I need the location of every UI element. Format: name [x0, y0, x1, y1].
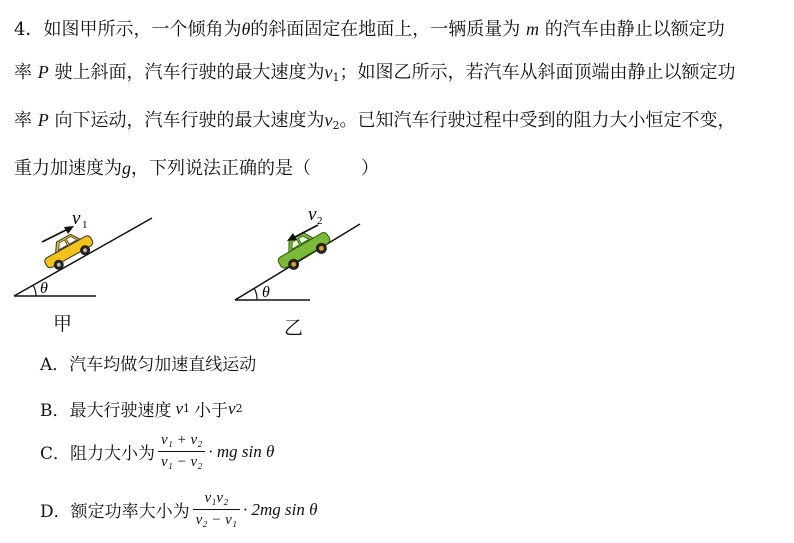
v1-symbol: v — [324, 62, 333, 82]
caption-left: 甲 — [53, 313, 73, 335]
stem-text: 。已知汽车行驶过程中受到的阻力大小恒定不变， — [339, 110, 736, 131]
option-b[interactable] — [40, 396, 243, 421]
figure-right — [235, 204, 360, 301]
v2-subscript: 2 — [332, 119, 340, 132]
question-number: 4． — [14, 19, 44, 40]
angle-label: θ — [262, 284, 270, 301]
stem-text: 的斜面固定在地面上，一辆质量为 — [250, 19, 521, 40]
formula-tail: · mg sin θ — [208, 441, 275, 461]
fraction-denominator: v₂ − v₁ — [193, 509, 240, 529]
figure-left — [14, 208, 152, 297]
car-green-icon — [272, 222, 335, 275]
angle-arc — [254, 288, 257, 300]
stem-text: 重力加速度为 — [14, 158, 122, 179]
angle-label: θ — [40, 280, 48, 297]
question-line-3 — [14, 99, 784, 147]
option-text: 阻力大小为 — [70, 444, 156, 464]
stem-text: 率 — [14, 110, 32, 131]
velocity-subscript: 2 — [317, 215, 323, 227]
v1-subscript: 1 — [183, 402, 191, 415]
stem-text: 的汽车由静止以额定功 — [544, 19, 725, 40]
option-label: A． — [40, 355, 70, 375]
option-label: C． — [40, 444, 71, 464]
fraction-numerator: v₁v₂ — [204, 490, 229, 506]
v1-subscript: 1 — [332, 71, 340, 84]
option-d[interactable] — [40, 490, 317, 529]
stem-text: 率 — [14, 62, 32, 83]
mass-symbol: m — [526, 19, 540, 39]
figures — [0, 196, 794, 346]
question-line-4 — [14, 147, 784, 190]
v2-symbol: v — [324, 110, 333, 130]
stem-text: 如图甲所示，一个倾角为 — [43, 19, 242, 40]
question-line-1 — [14, 8, 784, 51]
stem-text: 驶上斜面，汽车行驶的最大速度为 — [54, 62, 325, 83]
stem-text: 向下运动，汽车行驶的最大速度为 — [54, 110, 325, 131]
caption-right: 乙 — [284, 317, 304, 339]
velocity-label: v — [308, 204, 317, 225]
power-symbol: P — [37, 62, 49, 82]
option-text: 最大行驶速度 — [69, 401, 172, 421]
option-text: 小于 — [194, 401, 229, 421]
power-symbol: P — [37, 110, 49, 130]
velocity-subscript: 1 — [82, 219, 88, 231]
gravity-symbol: g — [122, 158, 131, 178]
question-line-2 — [14, 51, 784, 99]
stem-text: ） — [361, 158, 379, 179]
fraction-numerator: v₁ + v₂ — [161, 432, 203, 448]
option-c[interactable] — [40, 432, 274, 471]
option-text: 汽车均做匀加速直线运动 — [69, 355, 257, 375]
option-label: B． — [40, 401, 70, 421]
incline-diagrams — [0, 196, 794, 346]
stem-text: ，下列说法正确的是（ — [131, 158, 311, 179]
fraction — [193, 490, 240, 529]
v1-symbol: v — [175, 398, 184, 418]
theta-symbol: θ — [241, 19, 251, 39]
angle-arc — [33, 285, 36, 296]
stem-text: ；如图乙所示，若汽车从斜面顶端由静止以额定功 — [339, 62, 736, 83]
fraction-denominator: v₁ − v₂ — [158, 451, 205, 471]
v2-subscript: 2 — [235, 402, 243, 415]
question-stem — [14, 8, 784, 190]
fraction — [158, 432, 205, 471]
formula-tail: · 2mg sin θ — [243, 499, 318, 519]
velocity-label: v — [72, 208, 81, 229]
option-label: D． — [40, 502, 71, 522]
option-text: 额定功率大小为 — [70, 502, 190, 522]
option-a[interactable] — [40, 350, 256, 375]
v2-symbol: v — [228, 398, 236, 418]
